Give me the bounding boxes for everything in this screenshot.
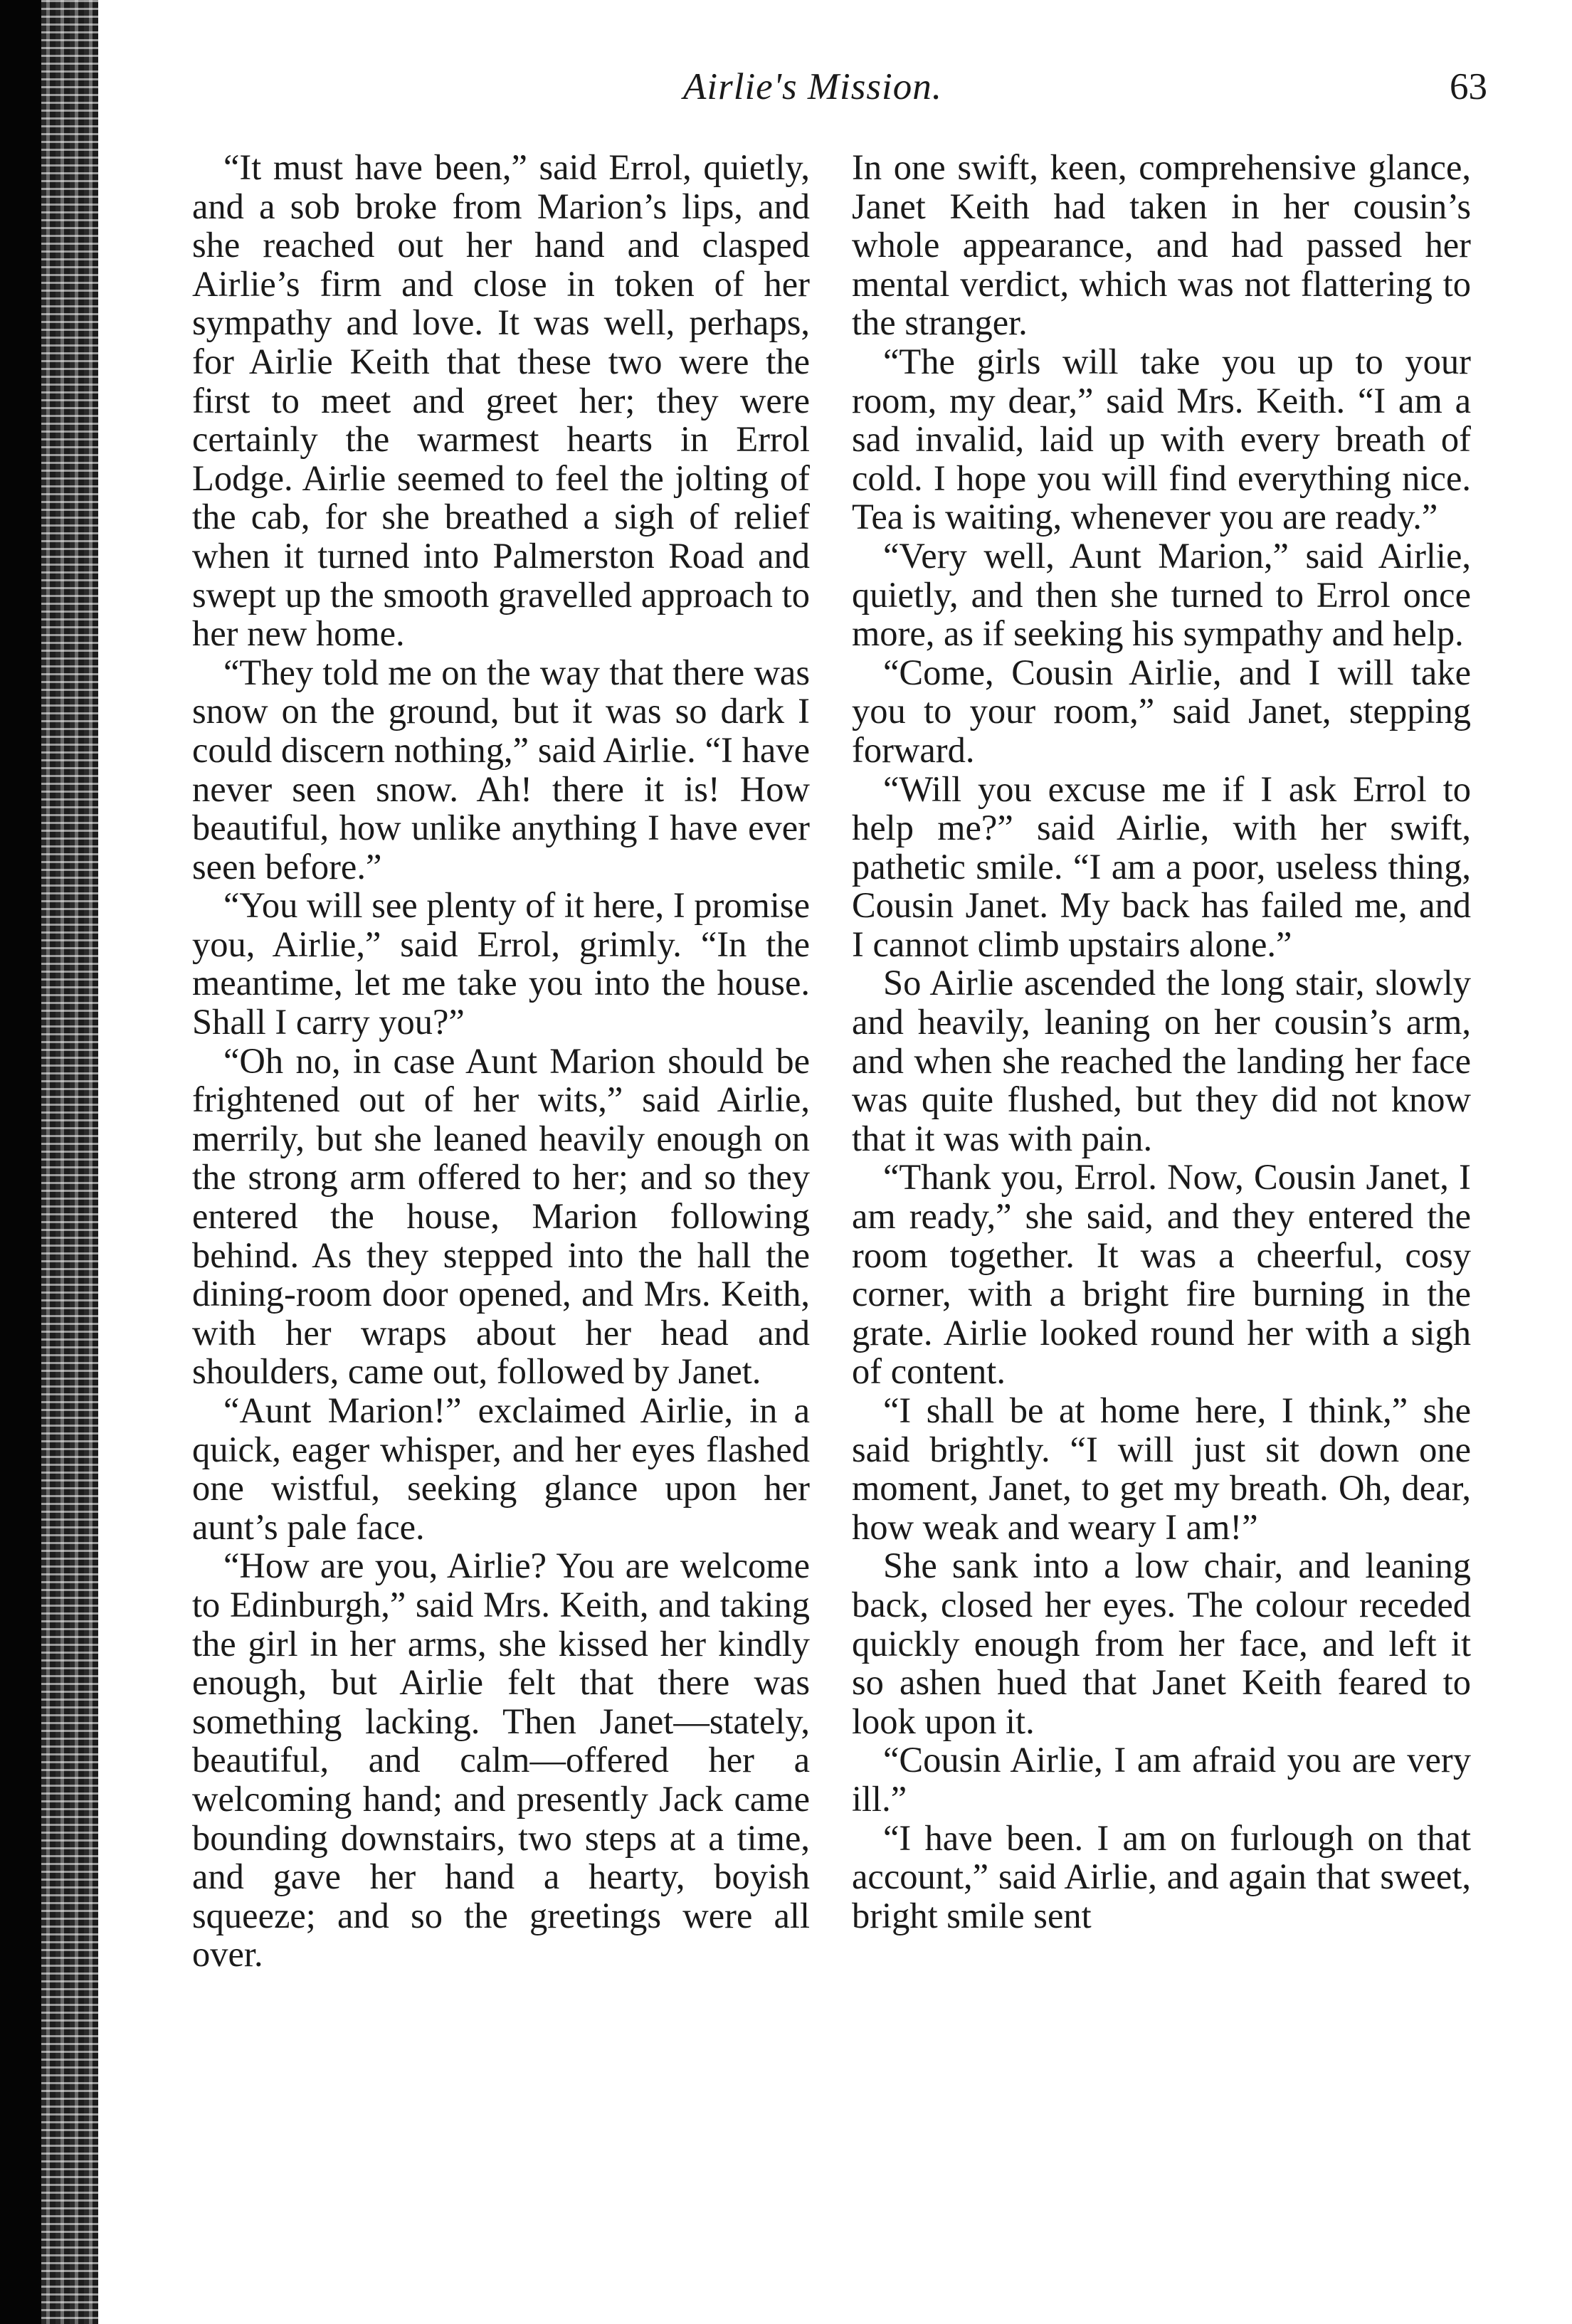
right-column — [852, 148, 1471, 1935]
paragraph: “Oh no, in case Aunt Marion should be frightened out of her wits,” said Airlie, merrily, but she leaned heavily enough on the strong arm offered to her; and so they entered the house, Marion following behind. As they stepped into the hall the dining-room door opened, and Mrs. Keith, with her wraps about her head and shoulders, came out, followed by Janet. — [192, 1040, 810, 1392]
page-binding-edge — [41, 0, 98, 2324]
paragraph: “Will you excuse me if I ask Errol to help me?” said Airlie, with her swift, pathetic smile. “I am a poor, useless thing, Cousin Janet. My back has failed me, and I cannot climb upstairs alone.” — [852, 768, 1471, 964]
left-column — [192, 148, 810, 1974]
paragraph: “Thank you, Errol. Now, Cousin Janet, I am ready,” she said, and they entered the room together. It was a cheerful, cosy corner, with a bright fire burning in the grate. Airlie looked round her with a sigh of content. — [852, 1157, 1471, 1392]
page-number: 63 — [1450, 66, 1487, 107]
paragraph-continued: In one swift, keen, comprehensive glance, Janet Keith had taken in her cousin’s whole appearance, and had passed her mental verdict, which was not flattering to the stranger. — [852, 147, 1471, 343]
running-header — [213, 65, 1487, 122]
paragraph: “I shall be at home here, I think,” she said brightly. “I will just sit down one moment, Janet, to get my breath. Oh, dear, how weak and weary I am!” — [852, 1390, 1471, 1547]
paragraph: “It must have been,” said Errol, quietly, and a sob broke from Marion’s lips, and she reached out her hand and clasped Airlie’s firm and close in token of her sympathy and love. It was well, perhaps, for Airlie Keith that these two were the first to meet and greet her; they were certainly the warmest hearts in Errol Lodge. Airlie seemed to feel the jolting of the cab, for she breathed a sigh of relief when it turned into Palmerston Road and swept up the smooth gravelled approach to her new home. — [192, 147, 810, 654]
page-binding-shadow — [0, 0, 41, 2324]
paragraph: “How are you, Airlie? You are welcome to Edinburgh,” said Mrs. Keith, and taking the girl in her arms, she kissed her kindly enough, but Airlie felt that there was something lacking. Then Janet—stately, beautiful, and calm—offered her a welcoming hand; and presently Jack came bounding downstairs, two steps at a time, and gave her hand a hearty, boyish squeeze; and so the greetings were all over. — [192, 1546, 810, 1975]
paragraph: She sank into a low chair, and leaning back, closed her eyes. The colour receded quickly enough from her face, and left it so ashen hued that Janet Keith feared to look upon it. — [852, 1546, 1471, 1741]
running-title: Airlie's Mission. — [683, 66, 943, 107]
paragraph: “Aunt Marion!” exclaimed Airlie, in a quick, eager whisper, and her eyes flashed one wistful, seeking glance upon her aunt’s pale face. — [192, 1390, 810, 1547]
paragraph: “Very well, Aunt Marion,” said Airlie, quietly, and then she turned to Errol once more, as if seeking his sympathy and help. — [852, 535, 1471, 654]
paragraph: So Airlie ascended the long stair, slowly and heavily, leaning on her cousin’s arm, and when she reached the landing her face was quite flushed, but they did not know that it was with pain. — [852, 963, 1471, 1158]
paragraph: “I have been. I am on furlough on that account,” said Airlie, and again that sweet, bright smile sent — [852, 1817, 1471, 1935]
paragraph: “Come, Cousin Airlie, and I will take you to your room,” said Janet, stepping forward. — [852, 652, 1471, 770]
paragraph: “You will see plenty of it here, I promise you, Airlie,” said Errol, grimly. “In the meantime, let me take you into the house. Shall I carry you?” — [192, 885, 810, 1042]
paragraph: “The girls will take you up to your room, my dear,” said Mrs. Keith. “I am a sad invalid, laid up with every breath of cold. I hope you will find everything nice. Tea is waiting, whenever you are ready.” — [852, 341, 1471, 537]
paragraph: “They told me on the way that there was snow on the ground, but it was so dark I could discern nothing,” said Airlie. “I have never seen snow. Ah! there it is! How beautiful, how unlike anything I have ever seen before.” — [192, 652, 810, 887]
paragraph: “Cousin Airlie, I am afraid you are very ill.” — [852, 1740, 1471, 1819]
